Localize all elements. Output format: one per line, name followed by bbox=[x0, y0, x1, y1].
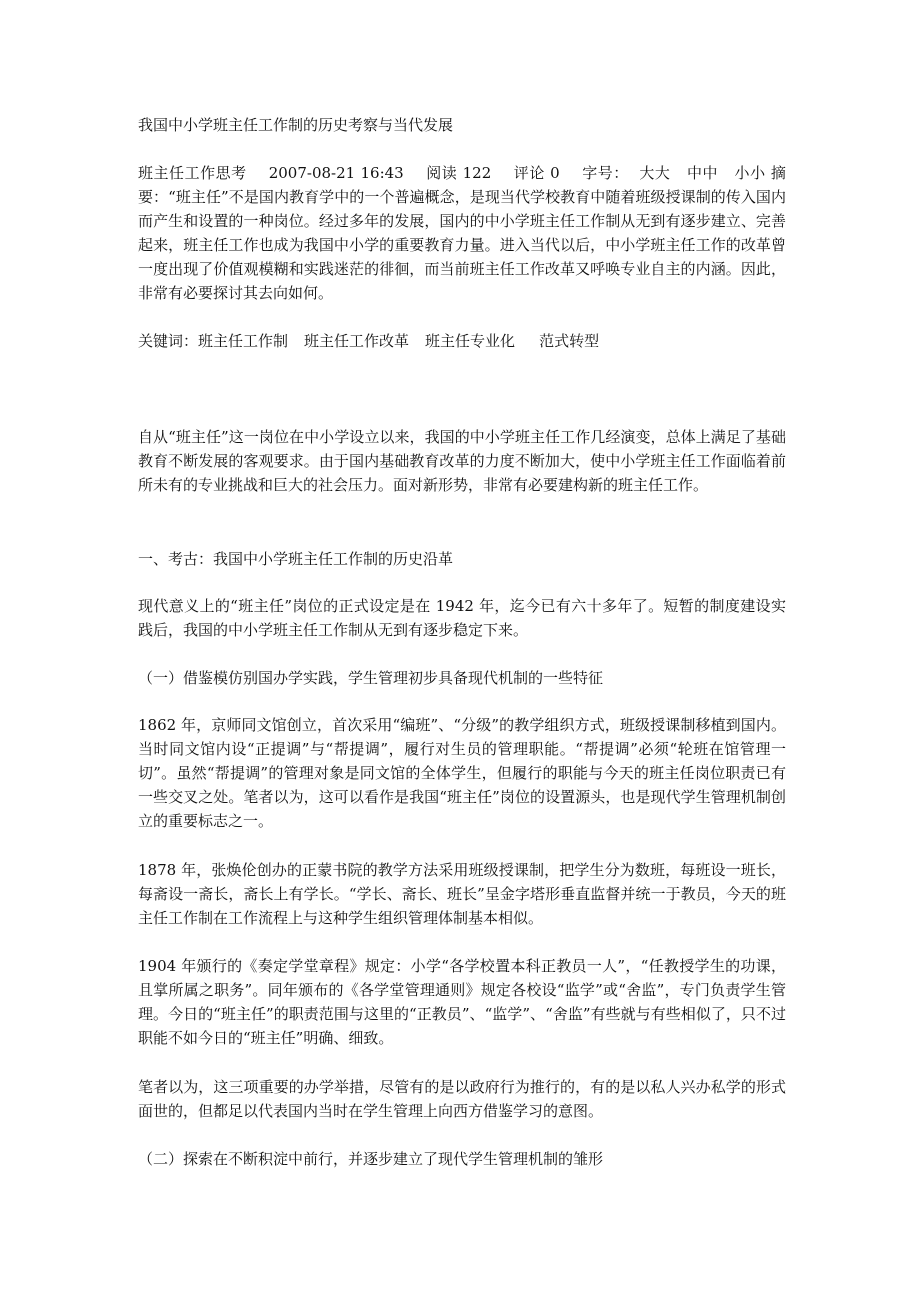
paragraph-1904: 1904 年颁行的《奏定学堂章程》规定：小学“各学校置本科正教员一人”，“任教授学生的功课，且掌所属之职务”。同年颁布的《各学堂管理通则》规定各校设“监学”或“舍监”，专门负责学生管理。今日的“班主任”的职责范围与这里的“正教员”、“监学”、“舍监”有些就与有些相似了，只不过职能不如今日的“班主任”明确、细致。 bbox=[138, 957, 786, 1047]
paragraph-1862: 1862 年，京师同文馆创立，首次采用“编班”、“分级”的教学组织方式，班级授课制移植到国内。当时同文馆内设“正提调”与“帮提调”，履行对生员的管理职能。“帮提调”必须“轮班在馆管理一切”。虽然“帮提调”的管理对象是同文馆的全体学生，但履行的职能与今天的班主任岗位职责已有一些交叉之处。笔者以为，这可以看作是我国“班主任”岗位的设置源头，也是现代学生管理机制创立的重要标志之一。 bbox=[138, 716, 786, 830]
summary-paragraph: 笔者以为，这三项重要的办学举措，尽管有的是以政府行为推行的，有的是以私人兴办私学的形式面世的，但都足以代表国内当时在学生管理上向西方借鉴学习的意图。 bbox=[138, 1078, 786, 1120]
keyword-item: 班主任工作制 bbox=[198, 332, 289, 350]
subsection2-heading: （二）探索在不断积淀中前行，并逐步建立了现代学生管理机制的雏形 bbox=[138, 1150, 604, 1168]
subsection1-heading: （一）借鉴模仿别国办学实践，学生管理初步具备现代机制的一些特征 bbox=[138, 669, 604, 687]
keywords-line bbox=[138, 329, 786, 353]
section1-heading: 一、考古：我国中小学班主任工作制的历史沿革 bbox=[138, 550, 454, 568]
meta-comments[interactable]: 评论 0 bbox=[513, 164, 560, 182]
article-title: 我国中小学班主任工作制的历史考察与当代发展 bbox=[138, 116, 454, 134]
keyword-item: 班主任工作改革 bbox=[304, 332, 410, 350]
keyword-item: 班主任专业化 bbox=[425, 332, 516, 350]
meta-category[interactable]: 班主任工作思考 bbox=[138, 164, 247, 182]
meta-reads: 阅读 122 bbox=[425, 164, 492, 182]
keywords-label: 关键词： bbox=[138, 332, 199, 350]
article-meta-and-abstract bbox=[138, 161, 786, 305]
meta-font-size-label: 字号： bbox=[581, 164, 629, 182]
abstract-text: 摘要：“班主任”不是国内教育学中的一个普遍概念，是现当代学校教育中随着班级授课制的传入国内而产生和设置的一种岗位。经过多年的发展，国内的中小学班主任工作制从无到有逐步建立、完善起来，班主任工作也成为我国中小学的重要教育力量。进入当代以后，中小学班主任工作的改革曾一度出现了价值观模糊和实践迷茫的徘徊，而当前班主任工作改革又呼唤专业自主的内涵。因此，非常有必要探讨其去向如何。 bbox=[138, 164, 786, 302]
font-size-medium-button[interactable]: 中中 bbox=[686, 164, 719, 182]
font-size-large-button[interactable]: 大大 bbox=[638, 164, 671, 182]
intro-paragraph: 自从“班主任”这一岗位在中小学设立以来，我国的中小学班主任工作几经演变，总体上满足了基础教育不断发展的客观要求。由于国内基础教育改革的力度不断加大，使中小学班主任工作面临着前所未有的专业挑战和巨大的社会压力。面对新形势，非常有必要建构新的班主任工作。 bbox=[138, 428, 786, 494]
keyword-item: 范式转型 bbox=[539, 332, 600, 350]
paragraph-1878: 1878 年，张焕伦创办的正蒙书院的教学方法采用班级授课制，把学生分为数班，每班设一班长，每斋设一斋长，斋长上有学长。“学长、斋长、班长”呈金字塔形垂直监督并统一于教员，今天的班主任工作制在工作流程上与这种学生组织管理体制基本相似。 bbox=[138, 861, 786, 927]
meta-datetime: 2007-08-21 16:43 bbox=[268, 164, 404, 182]
font-size-small-button[interactable]: 小小 bbox=[734, 164, 766, 182]
section1-intro-paragraph: 现代意义上的“班主任”岗位的正式设定是在 1942 年，迄今已有六十多年了。短暂的制度建设实践后，我国的中小学班主任工作制从无到有逐步稳定下来。 bbox=[138, 597, 786, 639]
